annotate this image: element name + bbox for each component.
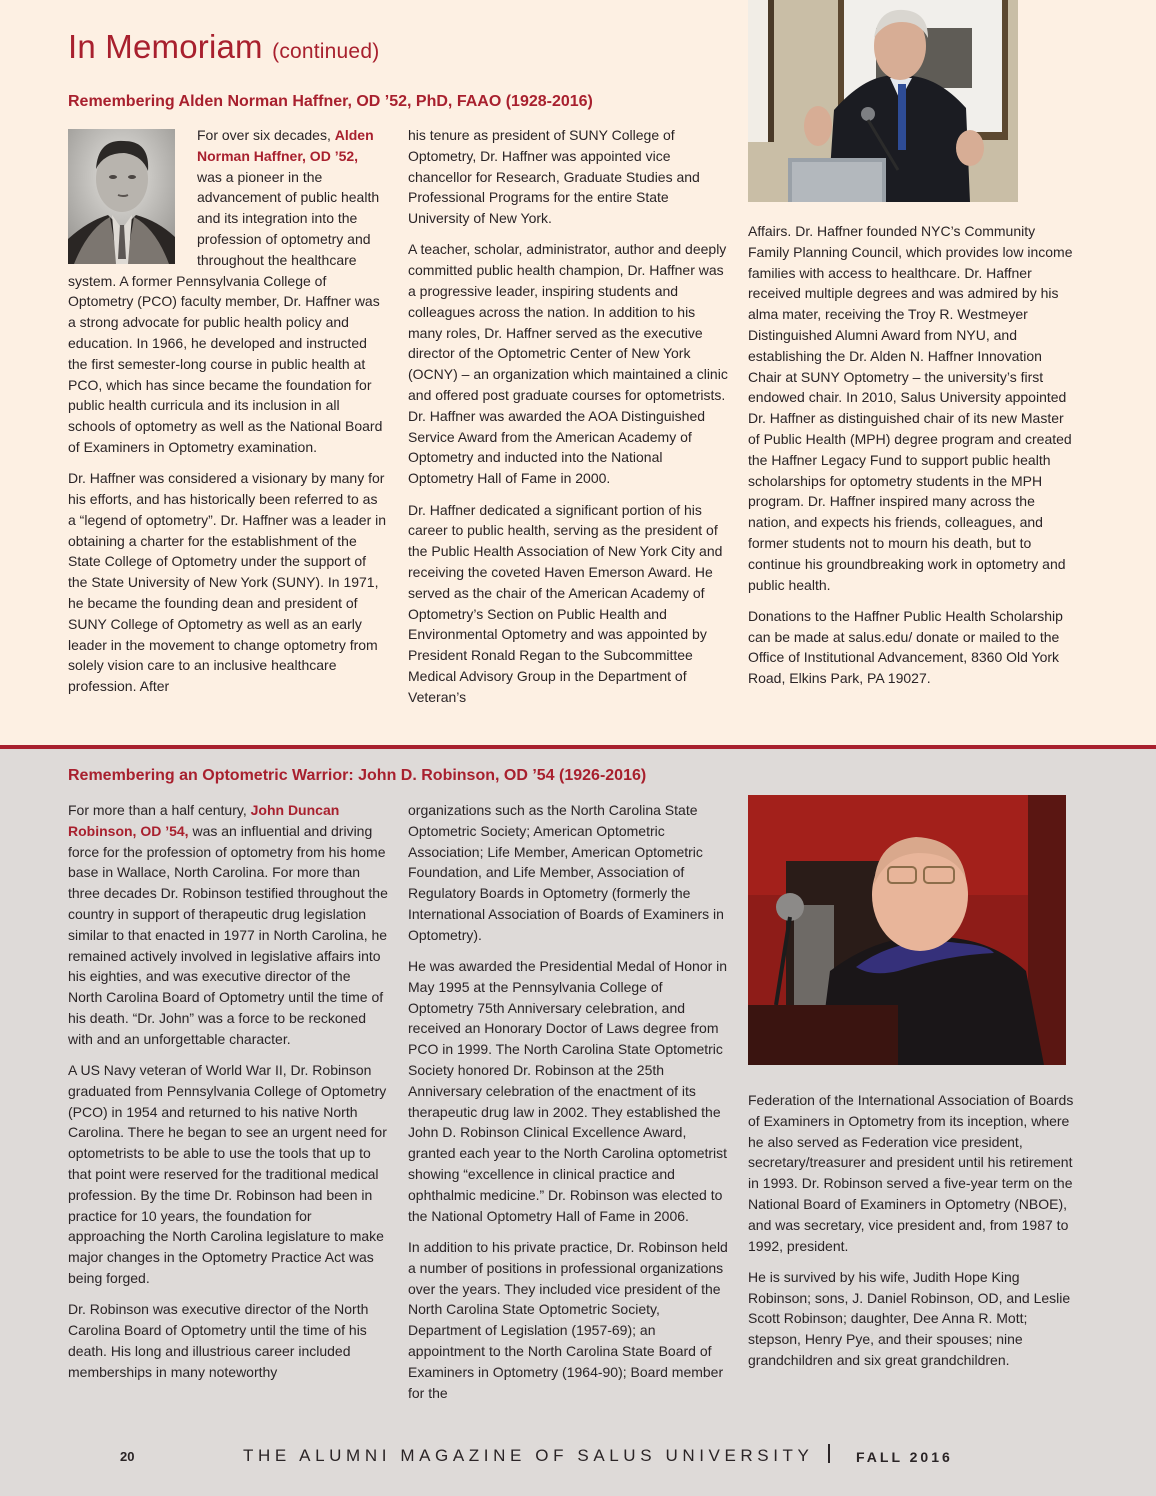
article2-paragraph-2: A US Navy veteran of World War II, Dr. Robinson graduated from Pennsylvania College of Optometry (PCO) in 1954 and returned to his native North Carolina. There he began to see an urgent need for optometrists to be able to use the tools that up to that point were reserved for the traditional medical profession. By the time Dr. Robinson had been in practice for 10 years, the foundation for approaching the North Carolina legislature to make major changes in the Optometry Practice Act was being forged.: [68, 1062, 387, 1287]
issue-label: FALL 2016: [856, 1449, 953, 1465]
article1-paragraph-2-continued: his tenure as president of SUNY College of Optometry, Dr. Haffner was appointed vice chancellor for Research, Graduate Studies and Professional Programs for the entire State University of New York.: [408, 127, 700, 227]
podium-photo: [748, 795, 1066, 1065]
article1-column-2: [408, 125, 728, 718]
article1-paragraph-2: Dr. Haffner was considered a visionary by many for his efforts, and has historically been referred to as a “legend of optometry”. Dr. Haffner was a leader in obtaining a charter for the establishment of the State College of Optometry under the support of the State University of New York (SUNY). In 1971, he became the founding dean and president of SUNY College of Optometry as well as an early leader in the movement to change optometry from solely vision care to an inclusive healthcare profession. After: [68, 470, 387, 695]
article2-column-3: [748, 1090, 1078, 1381]
speaker-image: [748, 0, 1018, 202]
podium-image: [748, 795, 1066, 1065]
page-title-main: In Memoriam: [68, 28, 263, 65]
speaker-photo: [748, 0, 1018, 202]
footer-separator: [828, 1444, 830, 1463]
article2-paragraph-3: Dr. Robinson was executive director of the North Carolina Board of Optometry until the time of his death. His long and illustrious career included memberships in many noteworthy: [68, 1301, 369, 1380]
page-title-suffix: (continued): [272, 40, 380, 63]
article1-column-1: [68, 125, 386, 708]
article2-paragraph-6: He is survived by his wife, Judith Hope King Robinson; sons, J. Daniel Robinson, OD, and Leslie Scott Robinson; daughter, Dee Anna R. Mott; stepson, Henry Pye, and their spouses; nine grandchildren and six great grandchildren.: [748, 1268, 1071, 1369]
article2-subject-name: John Duncan Robinson, OD ’54,: [68, 802, 340, 839]
page-title: [68, 28, 379, 66]
article1-intro: For over six decades,: [197, 127, 335, 143]
article2-paragraph-1-rest: was an influential and driving force for the profession of optometry from his home base in Wallace, North Carolina. For more than three decades Dr. Robinson testified throughout the country in support of therapeutic drug legislation similar to that enacted in 1977 in North Carolina, he remained actively involved in legislative affairs into his eighties, and was executive director of the North Carolina Board of Optometry until the time of his death. “Dr. John” was a force to be reckoned with and an unforgettable character.: [68, 822, 388, 1047]
portrait-photo: [68, 129, 175, 264]
article1-paragraph-4-continued: Affairs. Dr. Haffner founded NYC’s Community Family Planning Council, which provides low income families with access to healthcare. Dr. Haffner received multiple degrees and was admired by his alma mater, receiving the Troy R. Westmeyer Distinguished Alumni Award from NYU, and establishing the Dr. Alden N. Haffner Innovation Chair at SUNY Optometry – the university’s first endowed chair. In 2010, Salus University appointed Dr. Haffner as distinguished chair of its new Master of Public Health (MPH) degree program and created the Haffner Legacy Fund to support public health scholarships for optometry students in the MPH program. Dr. Haffner inspired many across the nation, and expects his friends, colleagues, and former students not to mourn his death, but to continue his groundbreaking work in optometry and public health.: [748, 223, 1073, 593]
article2-column-1: [68, 800, 388, 1393]
article2-intro: For more than a half century,: [68, 802, 251, 818]
article2-paragraph-4: He was awarded the Presidential Medal of Honor in May 1995 at the Pennsylvania College of Optometry 75th Anniversary celebration, and received an Honorary Doctor of Laws degree from PCO in 1999. The North Carolina State Optometric Society honored Dr. Robinson at the 25th Anniversary celebration of the enactment of its therapeutic drug law in 2002. They established the John D. Robinson Clinical Excellence Award, granted each year to the North Carolina optometrist showing “excellence in clinical practice and ophthalmic medicine.” Dr. Robinson was elected to the National Optometry Hall of Fame in 2006.: [408, 958, 728, 1224]
magazine-name: THE ALUMNI MAGAZINE OF SALUS UNIVERSITY: [243, 1446, 814, 1465]
article1-paragraph-4: Dr. Haffner dedicated a significant portion of his career to public health, serving as the president of the Public Health Association of New York City and receiving the coveted Haven Emerson Award. He served as the chair of the American Academy of Optometry’s Section on Public Health and Environmental Optometry and was appointed by President Ronald Regan to the Subcommittee Medical Advisory Group in the Department of Veteran’s: [408, 501, 723, 705]
article1-column-3: [748, 221, 1078, 700]
donation-paragraph: Donations to the Haffner Public Health Scholarship can be made at salus.edu/ donate or mailed to the Office of Institutional Advancement, 8360 Old York Road, Elkins Park, PA 19027.: [748, 607, 1063, 687]
page-number: 20: [120, 1449, 135, 1464]
article2-heading: Remembering an Optometric Warrior: John D. Robinson, OD ’54 (1926-2016): [68, 767, 647, 784]
article1-subject-name: Alden Norman Haffner, OD ’52,: [197, 127, 374, 164]
article1-paragraph-3: A teacher, scholar, administrator, author and deeply committed public health champion, Dr. Haffner was a progressive leader, inspiring students and colleagues across the nation. In addition to his many roles, Dr. Haffner served as the executive director of the Optometric Center of New York (OCNY) – an organization which maintained a clinic and offered post graduate courses for optometrists. Dr. Haffner was awarded the AOA Distinguished Service Award from the American Academy of Optometry and inducted into the National Optometry Hall of Fame in 2000.: [408, 241, 728, 487]
article2-paragraph-5: In addition to his private practice, Dr. Robinson held a number of positions in professional organizations over the years. They included vice president of the North Carolina State Optometric Society, Department of Legislation (1957-69); an appointment to the North Carolina State Board of Examiners in Optometry (1964-90); Board member for the: [408, 1238, 728, 1401]
article1-heading: Remembering Alden Norman Haffner, OD ’52, PhD, FAAO (1928-2016): [68, 93, 593, 110]
article1-paragraph-1-rest: was a pioneer in the advancement of public health and its integration into the profession of optometry and throughout the healthcare system. A former Pennsylvania College of Optometry (PCO) faculty member, Dr. Haffner was a strong advocate for public health policy and education. In 1966, he developed and instructed the first semester-long course in public health at PCO, which has since became the foundation for public health curricula and its inclusion in all schools of optometry as well as the National Board of Examiners in Optometry examination.: [68, 168, 383, 455]
article2-paragraph-5-continued: Federation of the International Association of Boards of Examiners in Optometry from its inception, where he also served as Federation vice president, secretary/treasurer and president until his retirement in 1993. Dr. Robinson served a five-year term on the National Board of Examiners in Optometry (NBOE), and was secretary, vice president and, from 1987 to 1992, president.: [748, 1092, 1074, 1254]
portrait-image: [68, 129, 175, 264]
article2-paragraph-3-continued: organizations such as the North Carolina State Optometric Society; American Optometric Association; Life Member, American Optometric Foundation, and Life Member, Association of Regulatory Boards in Optometry (formerly the International Association of Boards of Examiners in Optometry).: [408, 802, 724, 943]
article2-column-2: [408, 800, 730, 1414]
article2-paragraph-1: [68, 800, 388, 1050]
